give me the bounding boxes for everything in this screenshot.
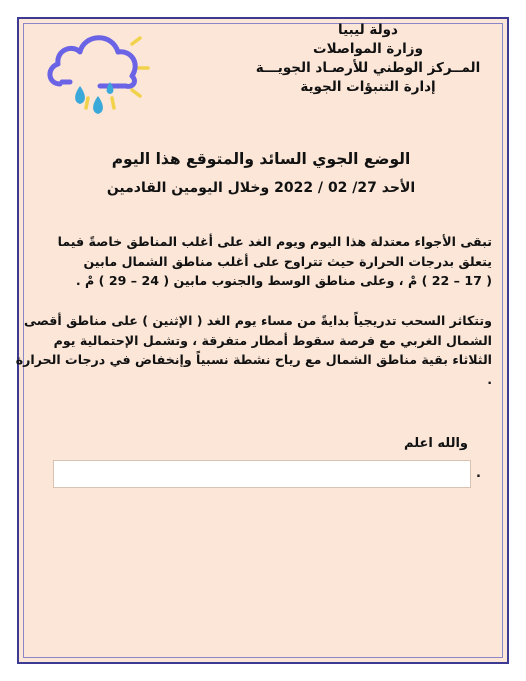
header-ministry: وزارة المواصلات	[313, 41, 423, 57]
forecast-date: الأحد 27/ 02 / 2022 وخلال اليومين القادمين	[106, 180, 416, 196]
header-center: المــركز الوطني للأرصـاد الجويـــة	[255, 60, 481, 76]
closing-phrase: والله اعلم	[404, 436, 468, 451]
paragraph1-line3: ( 17 – 22 ) مْ ، وعلى مناطق الوسط والجنوب مابين ( 24 – 29 ) مْ .	[75, 273, 492, 288]
cloud-rain-sun-icon	[40, 24, 150, 116]
paragraph2-line1: وتتكاثر السحب تدريجياً بدايةً من مساء يوم الغد ( الإثنين ) على مناطق أقصى	[23, 313, 492, 328]
page-title: الوضع الجوي السائد والمتوقع هذا اليوم	[111, 150, 411, 168]
footer-text-box	[53, 460, 471, 488]
paragraph2-line2: الشمال الغربي مع فرصة سقوط أمطار متفرقة ، وتشمل الإحتمالية يوم	[53, 332, 492, 348]
cloud-outline	[50, 38, 135, 87]
paragraph2-line4: .	[487, 371, 492, 387]
paragraph1-line1: تبقى الأجواء معتدلة هذا اليوم ويوم الغد على أغلب المناطق خاصةً فيما	[57, 234, 492, 249]
header-block	[248, 21, 488, 97]
raindrop-1	[75, 86, 85, 104]
paragraph-temperature	[26, 232, 492, 291]
header-department: إدارة التنبؤات الجوية	[300, 79, 436, 95]
paragraph2-line3: الثلاثاء بقية مناطق الشمال مع رياح نشطة نسبياً وإنخفاض في درجات الحرارة	[15, 352, 492, 367]
paragraph-clouds-rain	[15, 311, 492, 389]
footer-dot: .	[476, 466, 481, 481]
header-country: دولة ليبيا	[338, 22, 398, 38]
paragraph1-line2: يتعلق بدرجات الحرارة حيث تتراوح على أغلب مناطق الشمال مابين	[83, 253, 492, 269]
title-block	[30, 148, 492, 199]
raindrop-2	[93, 96, 103, 114]
